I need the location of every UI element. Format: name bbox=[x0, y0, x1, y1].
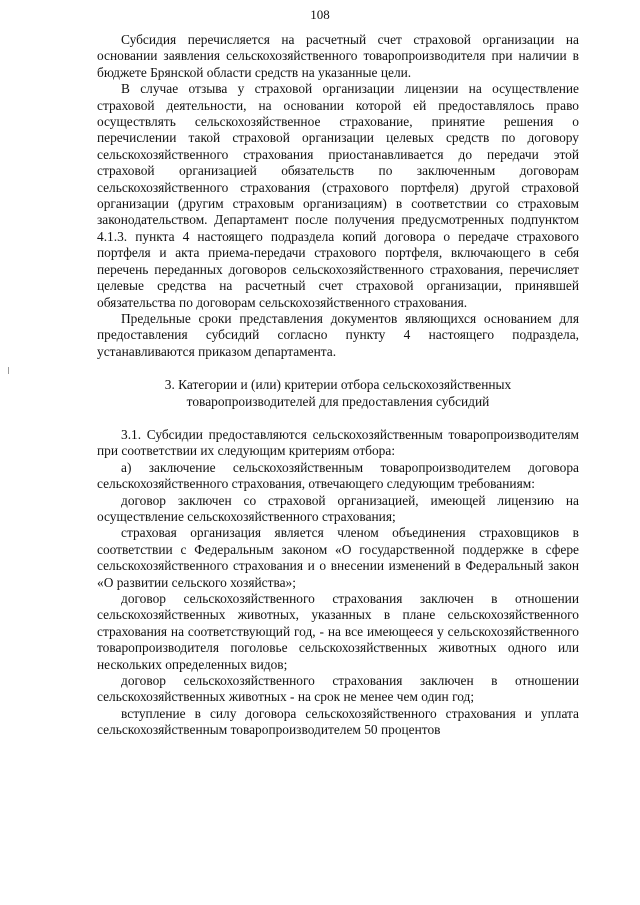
paragraph-criterion-a: а) заключение сельскохозяйственным товаропроизводителем договора сельскохозяйственного страхования, отвечающего следующим требованиям: bbox=[97, 459, 579, 492]
section-heading-line-2: товаропроизводителей для предоставления субсидий bbox=[186, 393, 490, 409]
paragraph-requirement-license: договор заключен со страховой организацией, имеющей лицензию на осуществление сельскохозяйственного страхования; bbox=[97, 492, 579, 524]
document-body bbox=[97, 32, 579, 739]
paragraph-requirement-membership: страховая организация является членом объединения страховщиков в соответствии с Федеральным законом «О государственной поддержке в сфере сельскохозяйственного страхования и о внесении изменений в Федеральный закон «О развитии сельского хозяйства»; bbox=[97, 525, 579, 590]
section-heading-line-1: 3. Категории и (или) критерии отбора сельскохозяйственных bbox=[164, 377, 512, 393]
section-heading bbox=[97, 377, 579, 410]
paragraph-requirement-livestock: договор сельскохозяйственного страхования заключен в отношении сельскохозяйственных животных, указанных в плане сельскохозяйственного страхования на соответствующий год, - на все имеющееся у сельскохозяйственного товаропроизводителя поголовье сельскохозяйственных животных одного или нескольких определенных видов; bbox=[97, 591, 579, 672]
paragraph-requirement-term: договор сельскохозяйственного страхования заключен в отношении сельскохозяйственных животных - на срок не менее чем один год; bbox=[97, 673, 579, 705]
margin-mark bbox=[8, 367, 9, 374]
paragraph-subsidy-transfer: Субсидия перечисляется на расчетный счет страховой организации на основании заявления сельскохозяйственного товаропроизводителя при наличии в бюджете Брянской области средств на указанные цели. bbox=[97, 32, 579, 80]
page-number: 108 bbox=[310, 7, 330, 22]
paragraph-license-revocation: В случае отзыва у страховой организации лицензии на осуществление страховой деятельности, на основании которой ей предоставлялось право осуществлять сельскохозяйственное страхование, принятие решения о перечислении такой страховой организации целевых средств по договору сельскохозяйственного страхования приостанавливается до передачи этой страховой организацией обязательств по заключенным договорам сельскохозяйственного страхования (страхового портфеля) другой страховой организации (другим страховым организациям) в соответствии со страховым законодательством. Департамент после получения предусмотренных подпунктом 4.1.3. пункта 4 настоящего подраздела копий договора о передаче страхового портфеля и акта приема-передачи страхового портфеля, включающего в себя перечень переданных договоров сельскохозяйственного страхования, перечисляет целевые средства на расчетный счет страховой организации, принявшей обязательства по договорам сельскохозяйственного страхования. bbox=[97, 81, 579, 310]
paragraph-criteria-intro: 3.1. Субсидии предоставляются сельскохозяйственным товаропроизводителям при соответствии их следующим критериям отбора: bbox=[97, 426, 579, 459]
paragraph-deadlines: Предельные сроки представления документов являющихся основанием для предоставления субсидий согласно пункту 4 настоящего подраздела, устанавливаются приказом департамента. bbox=[97, 310, 579, 359]
paragraph-requirement-payment: вступление в силу договора сельскохозяйственного страхования и уплата сельскохозяйственным товаропроизводителем 50 процентов bbox=[97, 705, 579, 738]
